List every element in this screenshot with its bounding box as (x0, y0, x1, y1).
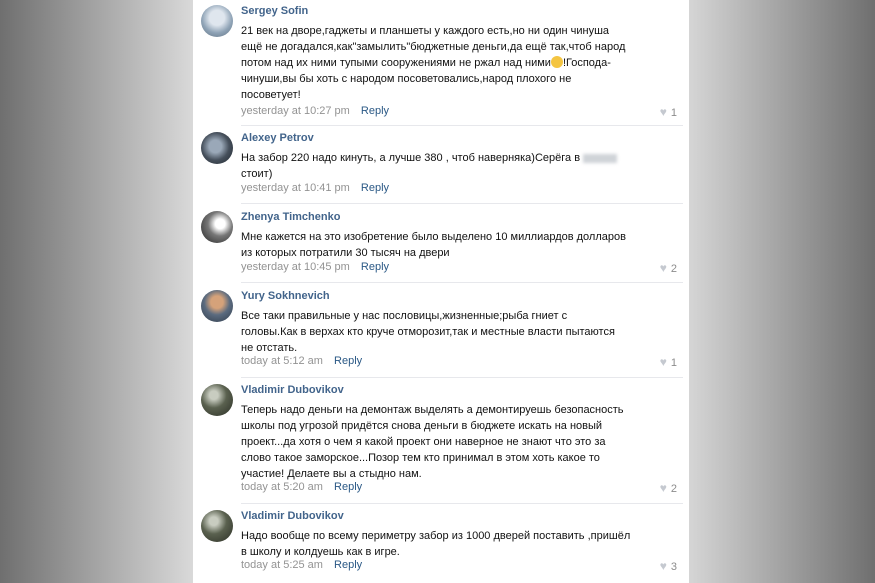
divider (241, 377, 683, 378)
avatar[interactable] (201, 510, 233, 542)
comment-text: Все таки правильные у нас пословицы,жизненные;рыба гниет с головы.Как в верхах кто круче отморозит,так и местные власти пытаются не отстать. (241, 310, 615, 354)
comment-time[interactable]: today at 5:12 am (241, 355, 323, 367)
divider (241, 203, 683, 204)
comment-text-part: !Господа- чинуши,вы бы хоть с народом посоветовались,народ плохого не посоветует! (241, 57, 611, 101)
comment-meta (241, 182, 389, 194)
comment-item (193, 505, 689, 583)
comment-time[interactable]: yesterday at 10:27 pm (241, 105, 350, 117)
comments-panel (193, 0, 689, 583)
comment-author[interactable]: Zhenya Timchenko (241, 211, 341, 223)
comment-text-part: 21 век на дворе,гаджеты и планшеты у каждого есть,но ни один чинуша ещё не догадался,как"замылить"бюджетные деньги,да ещё так,чтоб народ потом над их ними тупыми сооружениями не ржал над ними (241, 25, 626, 69)
comment-item (193, 206, 689, 284)
comment-author[interactable]: Alexey Petrov (241, 132, 314, 144)
comment-text: Надо вообще по всему периметру забор из 1000 дверей поставить ,пришёл в школу и колдуешь как в игре. (241, 530, 631, 558)
heart-icon: ♥ (659, 105, 667, 119)
comment-author[interactable]: Vladimir Dubovikov (241, 384, 344, 396)
reply-button[interactable]: Reply (360, 261, 390, 273)
comment-author[interactable]: Sergey Sofin (241, 5, 309, 17)
like-count: 3 (670, 561, 677, 573)
comment-item (193, 285, 689, 377)
heart-icon: ♥ (659, 481, 667, 495)
comment-time[interactable]: today at 5:20 am (241, 481, 323, 493)
like-button[interactable] (660, 261, 677, 275)
comment-meta (241, 481, 362, 493)
comment-text (241, 23, 669, 103)
reply-button[interactable]: Reply (334, 559, 363, 571)
laughing-emoji-icon (551, 56, 563, 68)
comment-text: Теперь надо деньги на демонтаж выделять а демонтируешь безопасность школы под угрозой придётся снова деньги в бюджете искать на новый проект...да хотя о чем я какой проект они наверное не знают что это за слово такое заморское...Позор тем кто принимал в этом хоть какое то участие! Делаете вы а стыдно нам. (241, 404, 624, 480)
comment-item (193, 0, 689, 125)
like-count: 2 (670, 483, 677, 495)
divider (241, 282, 683, 283)
comment-text-part: На забор 220 надо кинуть, а лучше 380 , чтоб наверняка)Серёга в (241, 152, 581, 164)
avatar[interactable] (201, 384, 233, 416)
comment-meta (241, 355, 362, 367)
reply-button[interactable]: Reply (334, 481, 363, 493)
comment-author[interactable]: Vladimir Dubovikov (241, 510, 344, 522)
reply-button[interactable]: Reply (360, 182, 390, 194)
avatar[interactable] (201, 211, 233, 243)
comment-item (193, 379, 689, 503)
comment-item (193, 127, 689, 205)
avatar[interactable] (201, 290, 233, 322)
like-button[interactable] (660, 559, 677, 573)
reply-button[interactable]: Reply (360, 105, 390, 117)
comment-text: Мне кажется на это изобретение было выделено 10 миллиардов долларов из которых потратили 30 тысяч на двери (241, 231, 626, 259)
comment-time[interactable]: yesterday at 10:45 pm (241, 261, 350, 273)
heart-icon: ♥ (659, 261, 667, 275)
comment-time[interactable]: yesterday at 10:41 pm (241, 182, 350, 194)
avatar[interactable] (201, 5, 233, 37)
like-button[interactable] (660, 355, 677, 369)
heart-icon: ♥ (659, 559, 667, 573)
comment-time[interactable]: today at 5:25 am (241, 559, 323, 571)
like-count: 1 (670, 107, 677, 119)
reply-button[interactable]: Reply (334, 355, 363, 367)
avatar[interactable] (201, 132, 233, 164)
comment-text-part: стоит) (241, 168, 273, 180)
comment-text (241, 150, 669, 182)
divider (241, 503, 683, 504)
comment-meta (241, 559, 362, 571)
divider (241, 125, 683, 126)
heart-icon: ♥ (659, 355, 667, 369)
comment-author[interactable]: Yury Sokhnevich (241, 290, 330, 302)
like-count: 1 (670, 357, 677, 369)
blurred-text (583, 154, 617, 163)
comment-meta (241, 261, 389, 273)
like-count: 2 (670, 263, 677, 275)
like-button[interactable] (660, 481, 677, 495)
like-button[interactable] (660, 105, 677, 119)
comment-meta (241, 105, 389, 117)
